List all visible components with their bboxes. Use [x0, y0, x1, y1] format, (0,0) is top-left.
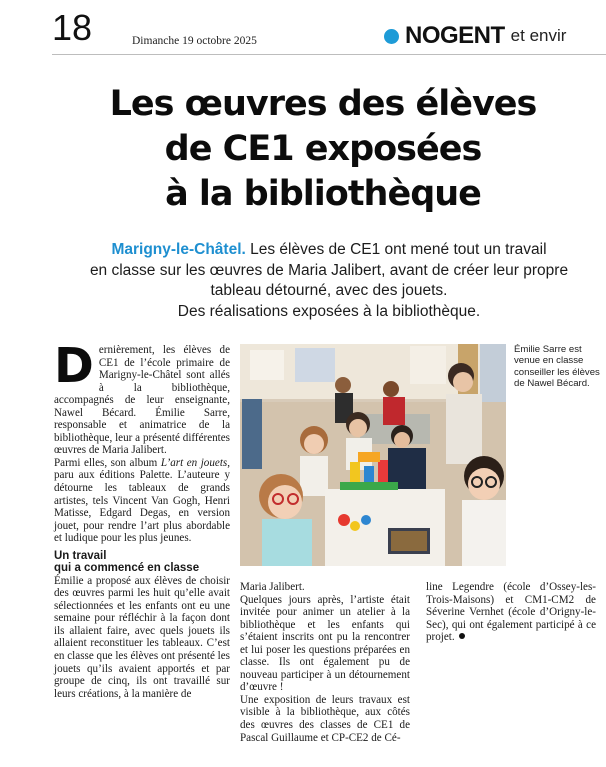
- article-photo: [240, 344, 506, 566]
- lead-line-1: Les élèves de CE1 ont mené tout un travail: [245, 241, 547, 258]
- paragraph-classwork: Émilie a proposé aux élèves de choisir des œuvres parmi les huit qu’elle avait sélectionnées et les enfants ont eu une semaine pour réfléchir à la façon dont ils allaient faire, avec quels jouets ils allaient reconstituer les tableaux. C’est en classe que les élèves ont présenté les jouets qu’ils avaient apportés et par groupe de cinq, ils ont travaillé sur leurs créations, à la manière de: [54, 574, 230, 700]
- lead-line-4: Des réalisations exposées à la bibliothèque.: [177, 302, 481, 320]
- page-number: 18: [52, 7, 93, 48]
- classroom-photo-illustration: [240, 344, 506, 566]
- rubric-suffix: et envir: [510, 26, 567, 45]
- paragraph-intro: [54, 338, 230, 457]
- album-text-b: , paru aux éditions Palette. L’auteure y détourne les tableaux de grands artistes, tels Vincent Van Gogh, Henri Matisse, Edgard Degas, en version jouet, pour rendre l’art plus abordable et ludique pour les plus jeunes.: [54, 456, 230, 545]
- exhibition-end-text: line Legendre (école d’Ossey-les-Trois-Maisons) et CM1-CM2 de Séverine Vernhet (école d’Origny-le-Sec), qui ont également participé à ce projet.: [426, 581, 596, 644]
- lead-line-2: en classe sur les œuvres de Maria Jalibert, avant de créer leur propre: [89, 261, 569, 279]
- section-rubric: [384, 22, 566, 50]
- end-of-article-bullet-icon: [459, 633, 465, 639]
- drop-cap: D: [54, 338, 94, 394]
- subheading-line-1: Un travail: [54, 549, 107, 562]
- paragraph-classwork-end: Maria Jalibert.: [240, 581, 305, 593]
- photo-caption: Émilie Sarre est venue en classe conseiller les élèves de Nawel Bécard.: [514, 344, 600, 390]
- header-divider: [52, 54, 606, 55]
- article-headline: [40, 82, 606, 217]
- headline-line-3: à la bibliothèque: [165, 174, 481, 214]
- article-column-1: [54, 338, 230, 700]
- paragraph-workshop: Quelques jours après, l’artiste était invitée pour animer un atelier à la bibliothèque et les enfants qui s’étaient inscrits ont pu la rencontrer et lui poser les questions préparées en classe. Ils ont également pu de nouveau participer à un détournement d’œuvre !: [240, 593, 410, 694]
- lead-location: Marigny-le-Châtel.: [111, 241, 246, 258]
- paragraph-album: [54, 457, 230, 545]
- album-text-a: Parmi elles, son album: [54, 456, 161, 469]
- article-lead: [52, 240, 606, 322]
- rubric-city: NOGENT: [405, 22, 505, 49]
- issue-date: Dimanche 19 octobre 2025: [132, 35, 257, 47]
- paragraph-exhibition-end: [426, 581, 596, 644]
- headline-line-2: de CE1 exposées: [164, 129, 482, 169]
- article-column-2: [240, 581, 410, 744]
- album-title: L’art en jouets: [160, 456, 228, 469]
- article-column-3: [426, 581, 596, 644]
- subheading-line-2: qui a commencé en classe: [54, 562, 200, 575]
- paragraph-exhibition: Une exposition de leurs travaux est visible à la bibliothèque, aux côtés des œuvres des classes de CE1 de Pascal Guillaume et CP-CE2 de Cé-: [240, 693, 410, 744]
- subheading: [54, 550, 230, 575]
- lead-line-3: tableau détourné, avec des jouets.: [210, 282, 448, 299]
- rubric-dot-icon: [384, 29, 399, 44]
- headline-line-1: Les œuvres des élèves: [109, 84, 537, 124]
- intro-text: ernièrement, les élèves de CE1 de l’école primaire de Marigny-le-Châtel sont allés à la bibliothèque, accompagnés de leur enseignante, Nawel Bécard. Émilie Sarre, responsable et animatrice de la bibliothèque, leur a présenté différentes œuvres de Maria Jalibert.: [54, 344, 230, 457]
